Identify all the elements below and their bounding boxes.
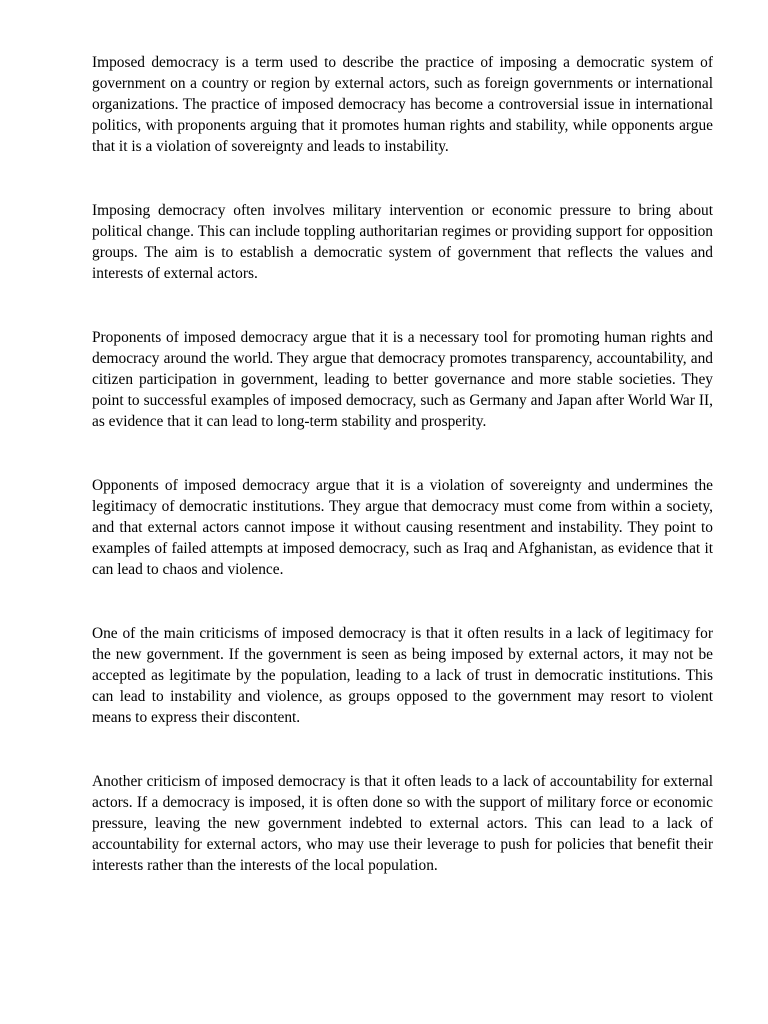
document-body <box>92 52 713 919</box>
paragraph-4: Opponents of imposed democracy argue that it is a violation of sovereignty and undermines the legitimacy of democratic institutions. They argue that democracy must come from within a society, and that external actors cannot impose it without causing resentment and instability. They point to examples of failed attempts at imposed democracy, such as Iraq and Afghanistan, as evidence that it can lead to chaos and violence. <box>92 477 713 578</box>
paragraph-5: One of the main criticisms of imposed democracy is that it often results in a lack of legitimacy for the new government. If the government is seen as being imposed by external actors, it may not be accepted as legitimate by the population, leading to a lack of trust in democratic institutions. This can lead to instability and violence, as groups opposed to the government may resort to violent means to express their discontent. <box>92 625 713 726</box>
paragraph-1: Imposed democracy is a term used to describe the practice of imposing a democratic system of government on a country or region by external actors, such as foreign governments or international organizations. The practice of imposed democracy has become a controversial issue in international politics, with proponents arguing that it promotes human rights and stability, while opponents argue that it is a violation of sovereignty and leads to instability. <box>92 54 713 155</box>
paragraph-2: Imposing democracy often involves military intervention or economic pressure to bring about political change. This can include toppling authoritarian regimes or providing support for opposition groups. The aim is to establish a democratic system of government that reflects the values and interests of external actors. <box>92 202 713 282</box>
paragraph-6: Another criticism of imposed democracy is that it often leads to a lack of accountability for external actors. If a democracy is imposed, it is often done so with the support of military force or economic pressure, leaving the new government indebted to external actors. This can lead to a lack of accountability for external actors, who may use their leverage to push for policies that benefit their interests rather than the interests of the local population. <box>92 773 713 874</box>
paragraph-3: Proponents of imposed democracy argue that it is a necessary tool for promoting human rights and democracy around the world. They argue that democracy promotes transparency, accountability, and citizen participation in government, leading to better governance and more stable societies. They point to successful examples of imposed democracy, such as Germany and Japan after World War II, as evidence that it can lead to long-term stability and prosperity. <box>92 329 713 430</box>
